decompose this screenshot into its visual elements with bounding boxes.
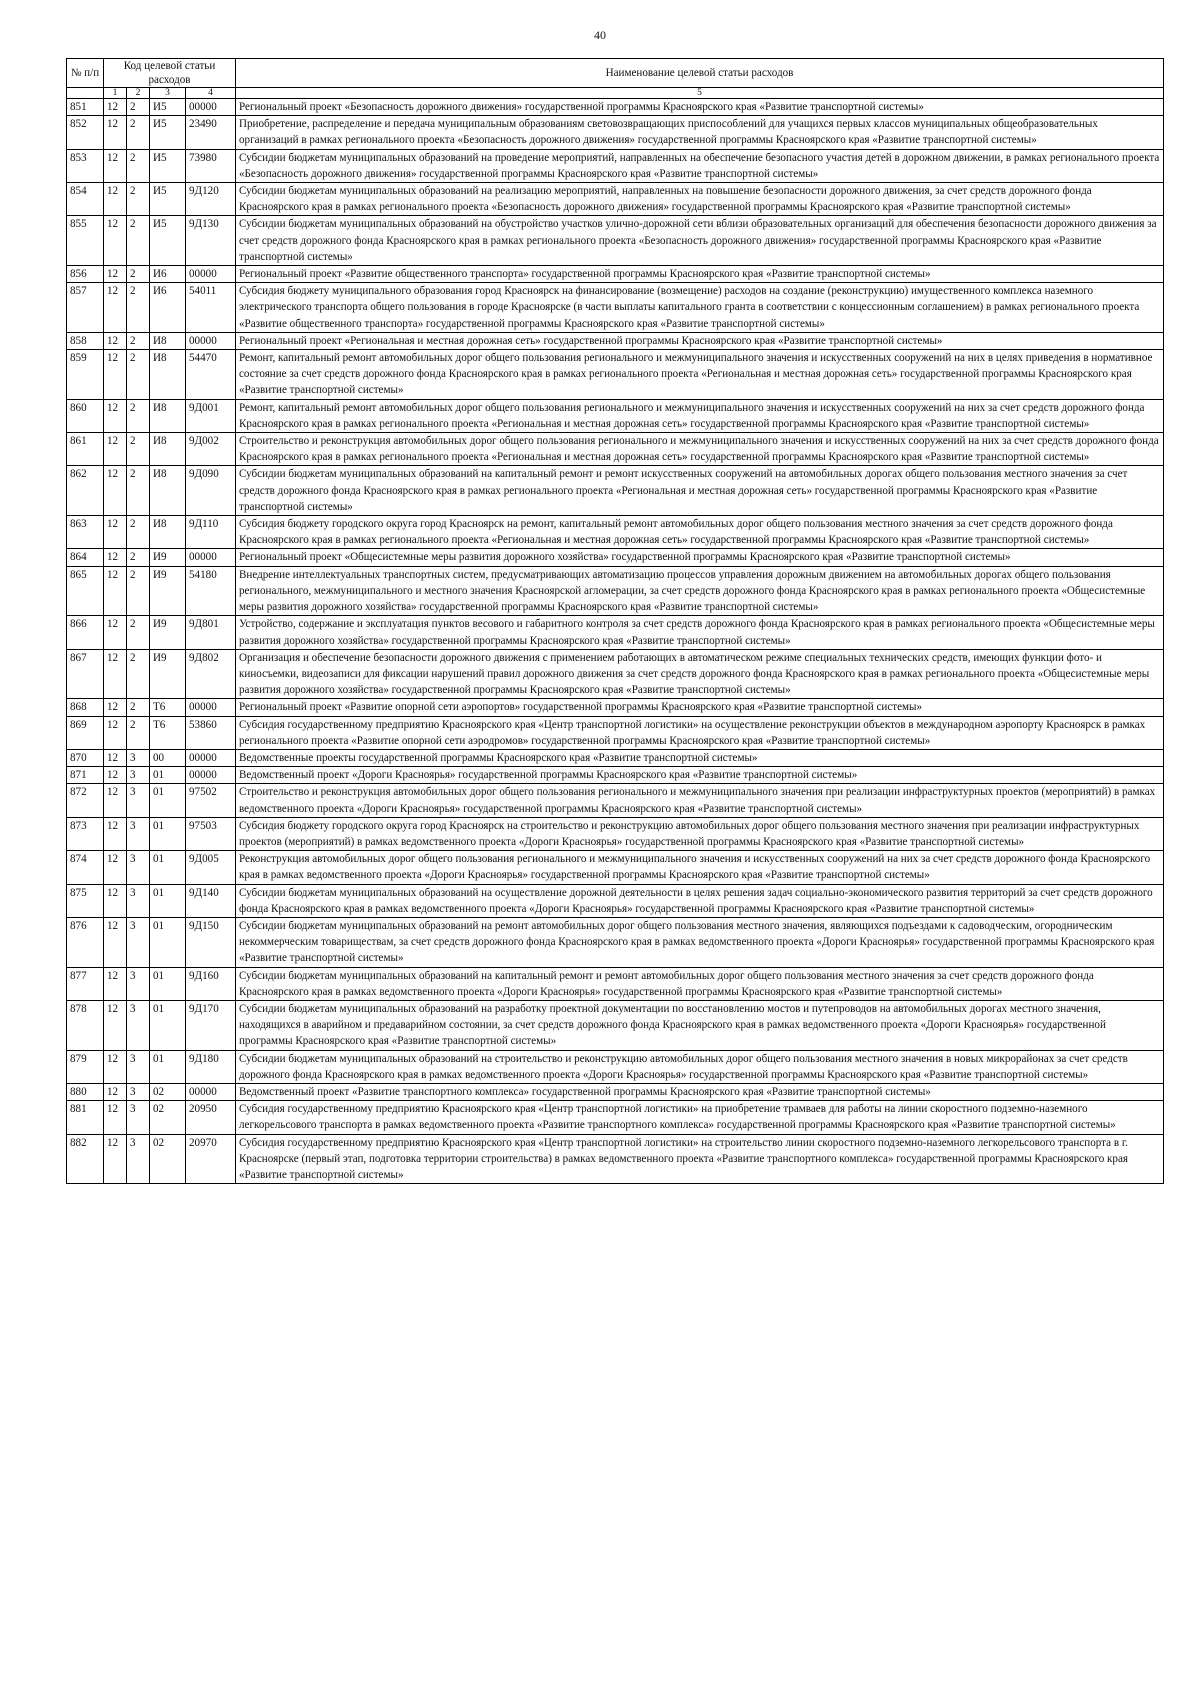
code-col-1: 12 (104, 466, 127, 516)
code-col-3: И5 (150, 216, 186, 266)
code-col-1: 12 (104, 917, 127, 967)
row-number: 859 (67, 350, 104, 400)
code-col-1: 12 (104, 884, 127, 917)
code-col-1: 12 (104, 749, 127, 766)
code-col-1: 12 (104, 332, 127, 349)
code-col-2: 3 (127, 967, 150, 1000)
table-row (67, 699, 1164, 716)
code-col-2: 2 (127, 466, 150, 516)
code-col-3: 02 (150, 1101, 186, 1134)
row-number: 855 (67, 216, 104, 266)
table-row (67, 716, 1164, 749)
code-col-3: И8 (150, 516, 186, 549)
code-col-3: И8 (150, 466, 186, 516)
code-col-1: 12 (104, 1000, 127, 1050)
code-col-4: 9Д170 (186, 1000, 236, 1050)
table-row (67, 216, 1164, 266)
code-col-2: 2 (127, 649, 150, 699)
code-col-3: И5 (150, 116, 186, 149)
table-row (67, 149, 1164, 182)
code-col-2: 2 (127, 699, 150, 716)
table-row (67, 616, 1164, 649)
code-col-4: 97503 (186, 817, 236, 850)
article-name: Ведомственные проекты государственной программы Красноярского края «Развитие транспортной системы» (236, 749, 1164, 766)
code-col-1: 12 (104, 266, 127, 283)
table-row (67, 466, 1164, 516)
row-number: 869 (67, 716, 104, 749)
article-name: Субсидии бюджетам муниципальных образований на реализацию мероприятий, направленных на повышение безопасности дорожного движения, за счет средств дорожного фонда Красноярского края в рамках регионального проекта «Безопасность дорожного движения» государственной программы Красноярского края «Развитие транспортной системы» (236, 183, 1164, 216)
article-name: Региональный проект «Развитие опорной сети аэропортов» государственной программы Красноярского края «Развитие транспортной системы» (236, 699, 1164, 716)
code-col-3: 02 (150, 1134, 186, 1184)
code-col-3: 01 (150, 884, 186, 917)
colnum-5: 5 (236, 88, 1164, 99)
code-col-1: 12 (104, 350, 127, 400)
row-number: 881 (67, 1101, 104, 1134)
code-col-1: 12 (104, 1083, 127, 1100)
code-col-4: 9Д801 (186, 616, 236, 649)
article-name: Субсидия государственному предприятию Красноярского края «Центр транспортной логистики» на приобретение трамваев для работы на линии скоростного подземно-наземного легкорельсового транспорта в рамках ведомственного проекта «Развитие транспортного комплекса» государственной программы Красноярского края «Развитие транспортной системы» (236, 1101, 1164, 1134)
code-col-4: 97502 (186, 784, 236, 817)
code-col-4: 9Д001 (186, 399, 236, 432)
row-number: 878 (67, 1000, 104, 1050)
table-row (67, 566, 1164, 616)
article-name: Ремонт, капитальный ремонт автомобильных дорог общего пользования регионального и межмуниципального значения и искусственных сооружений на них в целях приведения в нормативное состояние за счет средств дорожного фонда Красноярского края в рамках регионального проекта «Региональная и местная дорожная сеть» государственной программы Красноярского края «Развитие транспортной системы» (236, 350, 1164, 400)
code-col-4: 00000 (186, 767, 236, 784)
code-col-2: 3 (127, 1101, 150, 1134)
row-number: 864 (67, 549, 104, 566)
code-col-3: И9 (150, 616, 186, 649)
table-row (67, 1101, 1164, 1134)
row-number: 865 (67, 566, 104, 616)
code-col-3: И5 (150, 99, 186, 116)
code-col-1: 12 (104, 784, 127, 817)
code-col-1: 12 (104, 566, 127, 616)
code-col-1: 12 (104, 967, 127, 1000)
code-col-2: 3 (127, 917, 150, 967)
code-col-2: 3 (127, 1000, 150, 1050)
code-col-2: 3 (127, 817, 150, 850)
header-code-group: Код целевой статьи расходов (104, 59, 236, 88)
code-col-4: 9Д090 (186, 466, 236, 516)
code-col-4: 9Д160 (186, 967, 236, 1000)
code-col-1: 12 (104, 516, 127, 549)
row-number: 862 (67, 466, 104, 516)
code-col-3: И6 (150, 283, 186, 333)
code-col-1: 12 (104, 116, 127, 149)
table-header-row (67, 59, 1164, 88)
code-col-4: 23490 (186, 116, 236, 149)
code-col-1: 12 (104, 216, 127, 266)
table-row (67, 549, 1164, 566)
row-number: 854 (67, 183, 104, 216)
row-number: 851 (67, 99, 104, 116)
header-name: Наименование целевой статьи расходов (236, 59, 1164, 88)
code-col-4: 9Д802 (186, 649, 236, 699)
code-col-2: 2 (127, 616, 150, 649)
article-name: Строительство и реконструкция автомобильных дорог общего пользования регионального и межмуниципального значения и искусственных сооружений на них за счет средств дорожного фонда Красноярского края в рамках регионального проекта «Региональная и местная дорожная сеть» государственной программы Красноярского края «Развитие транспортной системы» (236, 433, 1164, 466)
code-col-4: 73980 (186, 149, 236, 182)
code-col-3: И5 (150, 183, 186, 216)
article-name: Субсидии бюджетам муниципальных образований на разработку проектной документации по восстановлению мостов и путепроводов на автомобильных дорогах местного значения, находящихся в аварийном и предаварийном состоянии, за счет средств дорожного фонда Красноярского края в рамках ведомственного проекта «Дороги Красноярья» государственной программы Красноярского края «Развитие транспортной системы» (236, 1000, 1164, 1050)
code-col-4: 9Д002 (186, 433, 236, 466)
row-number: 857 (67, 283, 104, 333)
expense-articles-table (66, 58, 1164, 1184)
code-col-2: 2 (127, 716, 150, 749)
table-row (67, 649, 1164, 699)
code-col-3: 01 (150, 817, 186, 850)
row-number: 858 (67, 332, 104, 349)
code-col-4: 00000 (186, 1083, 236, 1100)
colnum-4: 4 (186, 88, 236, 99)
article-name: Субсидия бюджету городского округа город Красноярск на строительство и реконструкцию автомобильных дорог общего пользования местного значения при реализации инфраструктурных проектов (мероприятий) в рамках ведомственного проекта «Дороги Красноярья» государственной программы Красноярского края «Развитие транспортной системы» (236, 817, 1164, 850)
code-col-3: И9 (150, 549, 186, 566)
code-col-4: 9Д130 (186, 216, 236, 266)
article-name: Ведомственный проект «Дороги Красноярья» государственной программы Красноярского края «Развитие транспортной системы» (236, 767, 1164, 784)
table-row (67, 266, 1164, 283)
table-row (67, 99, 1164, 116)
code-col-1: 12 (104, 1050, 127, 1083)
code-col-4: 00000 (186, 699, 236, 716)
code-col-4: 54470 (186, 350, 236, 400)
article-name: Субсидии бюджетам муниципальных образований на осуществление дорожной деятельности в целях решения задач социально-экономического развития территорий за счет средств дорожного фонда Красноярского края в рамках ведомственного проекта «Дороги Красноярья» государственной программы Красноярского края «Развитие транспортной системы» (236, 884, 1164, 917)
row-number: 870 (67, 749, 104, 766)
row-number: 882 (67, 1134, 104, 1184)
code-col-4: 9Д110 (186, 516, 236, 549)
code-col-2: 3 (127, 1050, 150, 1083)
article-name: Региональный проект «Развитие общественного транспорта» государственной программы Красноярского края «Развитие транспортной системы» (236, 266, 1164, 283)
code-col-2: 3 (127, 749, 150, 766)
code-col-2: 3 (127, 1134, 150, 1184)
code-col-1: 12 (104, 716, 127, 749)
code-col-3: 01 (150, 917, 186, 967)
colnum-blank (67, 88, 104, 99)
code-col-1: 12 (104, 699, 127, 716)
code-col-1: 12 (104, 433, 127, 466)
code-col-4: 9Д005 (186, 851, 236, 884)
row-number: 880 (67, 1083, 104, 1100)
code-col-3: И9 (150, 649, 186, 699)
row-number: 874 (67, 851, 104, 884)
code-col-4: 00000 (186, 266, 236, 283)
code-col-1: 12 (104, 767, 127, 784)
row-number: 868 (67, 699, 104, 716)
code-col-3: И8 (150, 433, 186, 466)
code-col-2: 3 (127, 884, 150, 917)
colnum-1: 1 (104, 88, 127, 99)
article-name: Ведомственный проект «Развитие транспортного комплекса» государственной программы Красноярского края «Развитие транспортной системы» (236, 1083, 1164, 1100)
code-col-4: 9Д140 (186, 884, 236, 917)
code-col-2: 2 (127, 149, 150, 182)
code-col-2: 3 (127, 767, 150, 784)
code-col-4: 54011 (186, 283, 236, 333)
article-name: Субсидии бюджетам муниципальных образований на ремонт автомобильных дорог общего пользования местного значения, являющихся подъездами к садоводческим, огородническим некоммерческим товариществам, за счет средств дорожного фонда Красноярского края в рамках ведомственного проекта «Дороги Красноярья» государственной программы Красноярского края «Развитие транспортной системы» (236, 917, 1164, 967)
code-col-3: 01 (150, 767, 186, 784)
code-col-3: И8 (150, 332, 186, 349)
code-col-3: 01 (150, 851, 186, 884)
code-col-1: 12 (104, 851, 127, 884)
code-col-2: 2 (127, 566, 150, 616)
code-col-3: 00 (150, 749, 186, 766)
table-row (67, 917, 1164, 967)
article-name: Субсидии бюджетам муниципальных образований на капитальный ремонт и ремонт искусственных сооружений на автомобильных дорогах общего пользования местного значения за счет средств дорожного фонда Красноярского края в рамках регионального проекта «Региональная и местная дорожная сеть» государственной программы Красноярского края «Развитие транспортной системы» (236, 466, 1164, 516)
table-row (67, 767, 1164, 784)
row-number: 879 (67, 1050, 104, 1083)
article-name: Организация и обеспечение безопасности дорожного движения с применением работающих в автоматическом режиме специальных технических средств, имеющих функции фото- и киносъемки, видеозаписи для фиксации нарушений правил дорожного движения за счет средств дорожного фонда Красноярского края в рамках регионального проекта «Общесистемные меры развития дорожного хозяйства» государственной программы Красноярского края «Развитие транспортной системы» (236, 649, 1164, 699)
article-name: Субсидия государственному предприятию Красноярского края «Центр транспортной логистики» на осуществление реконструкции объектов в международном аэропорту Красноярск в рамках регионального проекта «Развитие опорной сети аэродромов» государственной программы Красноярского края «Развитие транспортной системы» (236, 716, 1164, 749)
row-number: 861 (67, 433, 104, 466)
article-name: Реконструкция автомобильных дорог общего пользования регионального и межмуниципального значения и искусственных сооружений на них за счет средств дорожного фонда Красноярского края в рамках ведомственного проекта «Дороги Красноярья» государственной программы Красноярского края «Развитие транспортной системы» (236, 851, 1164, 884)
code-col-3: Т6 (150, 699, 186, 716)
code-col-2: 2 (127, 350, 150, 400)
code-col-1: 12 (104, 183, 127, 216)
table-row (67, 784, 1164, 817)
code-col-4: 00000 (186, 332, 236, 349)
article-name: Устройство, содержание и эксплуатация пунктов весового и габаритного контроля за счет средств дорожного фонда Красноярского края в рамках регионального проекта «Общесистемные меры развития дорожного хозяйства» государственной программы Красноярского края «Развитие транспортной системы» (236, 616, 1164, 649)
code-col-4: 9Д120 (186, 183, 236, 216)
table-row (67, 116, 1164, 149)
page-number: 40 (594, 28, 606, 42)
row-number: 871 (67, 767, 104, 784)
code-col-4: 53860 (186, 716, 236, 749)
code-col-3: Т6 (150, 716, 186, 749)
article-name: Субсидия государственному предприятию Красноярского края «Центр транспортной логистики» на строительство линии скоростного подземно-наземного легкорельсового транспорта в г. Красноярске (первый этап, подготовка территории строительства) в рамках ведомственного проекта «Развитие транспортного комплекса» государственной программы Красноярского края «Развитие транспортной системы» (236, 1134, 1164, 1184)
table-row (67, 967, 1164, 1000)
code-col-4: 20970 (186, 1134, 236, 1184)
code-col-1: 12 (104, 549, 127, 566)
code-col-1: 12 (104, 1101, 127, 1134)
code-col-4: 9Д180 (186, 1050, 236, 1083)
article-name: Региональный проект «Региональная и местная дорожная сеть» государственной программы Красноярского края «Развитие транспортной системы» (236, 332, 1164, 349)
row-number: 875 (67, 884, 104, 917)
article-name: Субсидия бюджету муниципального образования город Красноярск на финансирование (возмещение) расходов на создание (реконструкцию) имущественного комплекса наземного электрического транспорта общего пользования в городе Красноярске (в части выплаты капитального гранта в соответствии с концессионным соглашением) в рамках регионального проекта «Развитие общественного транспорта» государственной программы Красноярского края «Развитие транспортной системы» (236, 283, 1164, 333)
code-col-3: 02 (150, 1083, 186, 1100)
code-col-4: 54180 (186, 566, 236, 616)
code-col-2: 2 (127, 283, 150, 333)
code-col-2: 2 (127, 399, 150, 432)
row-number: 852 (67, 116, 104, 149)
article-name: Строительство и реконструкция автомобильных дорог общего пользования регионального и межмуниципального значения при реализации инфраструктурных проектов (мероприятий) в рамках ведомственного проекта «Дороги Красноярья» государственной программы Красноярского края «Развитие транспортной системы» (236, 784, 1164, 817)
code-col-1: 12 (104, 399, 127, 432)
code-col-2: 2 (127, 266, 150, 283)
code-col-1: 12 (104, 99, 127, 116)
code-col-1: 12 (104, 616, 127, 649)
article-name: Региональный проект «Общесистемные меры развития дорожного хозяйства» государственной программы Красноярского края «Развитие транспортной системы» (236, 549, 1164, 566)
code-col-3: И6 (150, 266, 186, 283)
code-col-2: 2 (127, 99, 150, 116)
article-name: Субсидии бюджетам муниципальных образований на проведение мероприятий, направленных на обеспечение безопасного участия детей в дорожном движении, в рамках регионального проекта «Безопасность дорожного движения» государственной программы Красноярского края «Развитие транспортной системы» (236, 149, 1164, 182)
colnum-3: 3 (150, 88, 186, 99)
table-row (67, 1000, 1164, 1050)
article-name: Субсидия бюджету городского округа город Красноярск на ремонт, капитальный ремонт автомобильных дорог общего пользования местного значения за счет средств дорожного фонда Красноярского края в рамках регионального проекта «Региональная и местная дорожная сеть» государственной программы Красноярского края «Развитие транспортной системы» (236, 516, 1164, 549)
table-row (67, 851, 1164, 884)
row-number: 863 (67, 516, 104, 549)
table-row (67, 183, 1164, 216)
article-name: Региональный проект «Безопасность дорожного движения» государственной программы Красноярского края «Развитие транспортной системы» (236, 99, 1164, 116)
code-col-3: И5 (150, 149, 186, 182)
code-col-3: 01 (150, 967, 186, 1000)
table-row (67, 817, 1164, 850)
code-col-2: 3 (127, 784, 150, 817)
table-row (67, 1050, 1164, 1083)
code-col-4: 20950 (186, 1101, 236, 1134)
header-num: № п/п (67, 59, 104, 88)
row-number: 867 (67, 649, 104, 699)
row-number: 860 (67, 399, 104, 432)
row-number: 856 (67, 266, 104, 283)
table-row (67, 1134, 1164, 1184)
article-name: Субсидии бюджетам муниципальных образований на обустройство участков улично-дорожной сети вблизи образовательных организаций для обеспечения безопасности дорожного движения за счет средств дорожного фонда Красноярского края в рамках регионального проекта «Безопасность дорожного движения» государственной программы Красноярского края «Развитие транспортной системы» (236, 216, 1164, 266)
code-col-3: И8 (150, 399, 186, 432)
table-row (67, 283, 1164, 333)
code-col-3: 01 (150, 1050, 186, 1083)
row-number: 876 (67, 917, 104, 967)
code-col-2: 2 (127, 216, 150, 266)
table-row (67, 350, 1164, 400)
code-col-2: 2 (127, 116, 150, 149)
table-row (67, 433, 1164, 466)
row-number: 877 (67, 967, 104, 1000)
table-row (67, 1083, 1164, 1100)
code-col-4: 00000 (186, 549, 236, 566)
code-col-2: 2 (127, 516, 150, 549)
code-col-2: 2 (127, 549, 150, 566)
code-col-2: 2 (127, 183, 150, 216)
code-col-1: 12 (104, 649, 127, 699)
code-col-3: 01 (150, 784, 186, 817)
code-col-1: 12 (104, 149, 127, 182)
code-col-1: 12 (104, 817, 127, 850)
row-number: 872 (67, 784, 104, 817)
table-row (67, 332, 1164, 349)
article-name: Субсидии бюджетам муниципальных образований на капитальный ремонт и ремонт автомобильных дорог общего пользования местного значения за счет средств дорожного фонда Красноярского края в рамках ведомственного проекта «Дороги Красноярья» государственной программы Красноярского края «Развитие транспортной системы» (236, 967, 1164, 1000)
article-name: Внедрение интеллектуальных транспортных систем, предусматривающих автоматизацию процессов управления дорожным движением на автомобильных дорогах общего пользования регионального, межмуниципального и местного значения Красноярской агломерации, за счет средств дорожного фонда Красноярского края в рамках регионального проекта «Общесистемные меры развития дорожного хозяйства» государственной программы Красноярского края «Развитие транспортной системы» (236, 566, 1164, 616)
code-col-3: И9 (150, 566, 186, 616)
colnum-2: 2 (127, 88, 150, 99)
code-col-3: 01 (150, 1000, 186, 1050)
code-col-3: И8 (150, 350, 186, 400)
table-row (67, 516, 1164, 549)
column-numbers-row (67, 88, 1164, 99)
code-col-2: 2 (127, 332, 150, 349)
code-col-1: 12 (104, 283, 127, 333)
row-number: 853 (67, 149, 104, 182)
code-col-4: 00000 (186, 749, 236, 766)
code-col-2: 3 (127, 851, 150, 884)
row-number: 873 (67, 817, 104, 850)
code-col-2: 2 (127, 433, 150, 466)
article-name: Субсидии бюджетам муниципальных образований на строительство и реконструкцию автомобильных дорог общего пользования местного значения в новых микрорайонах за счет средств дорожного фонда Красноярского края в рамках ведомственного проекта «Дороги Красноярья» государственной программы Красноярского края «Развитие транспортной системы» (236, 1050, 1164, 1083)
code-col-4: 00000 (186, 99, 236, 116)
row-number: 866 (67, 616, 104, 649)
code-col-1: 12 (104, 1134, 127, 1184)
table-body (67, 99, 1164, 1184)
article-name: Приобретение, распределение и передача муниципальным образованиям световозвращающих приспособлений для учащихся первых классов муниципальных общеобразовательных организаций в рамках регионального проекта «Безопасность дорожного движения» государственной программы Красноярского края «Развитие транспортной системы» (236, 116, 1164, 149)
article-name: Ремонт, капитальный ремонт автомобильных дорог общего пользования регионального и межмуниципального значения и искусственных сооружений на них за счет средств дорожного фонда Красноярского края в рамках регионального проекта «Региональная и местная дорожная сеть» государственной программы Красноярского края «Развитие транспортной системы» (236, 399, 1164, 432)
code-col-2: 3 (127, 1083, 150, 1100)
code-col-4: 9Д150 (186, 917, 236, 967)
table-row (67, 399, 1164, 432)
table-row (67, 884, 1164, 917)
table-row (67, 749, 1164, 766)
